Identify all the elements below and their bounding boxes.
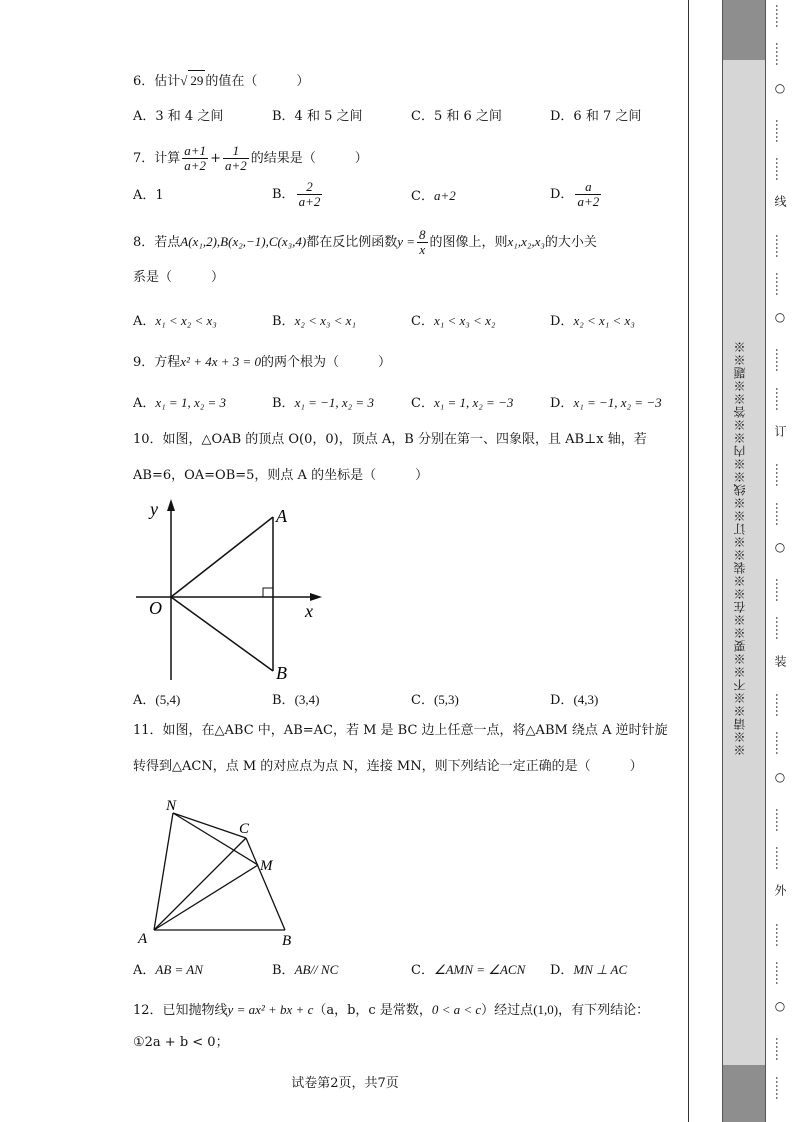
q10-label-x: x <box>305 601 313 621</box>
q12-text-b: （a，b，c 是常数， <box>313 1003 432 1018</box>
q10-optd-expr: (4,3) <box>573 692 599 707</box>
q8-func-den: x <box>419 242 426 257</box>
q8-opta-label: A． <box>133 314 156 329</box>
q9-option-c[interactable] <box>411 393 513 414</box>
q11-segment-nc <box>173 813 246 838</box>
q8-func-lhs: y = <box>397 234 416 249</box>
q11-option-d[interactable] <box>550 960 627 981</box>
question-10-line1: 10．如图，△OAB 的顶点 O(0，0)，顶点 A，B 分别在第一、四象限，且 AB⊥x 轴，若 <box>133 432 647 447</box>
q11-label-n: N <box>166 798 177 814</box>
q7-fraction-2 <box>223 144 249 173</box>
question-9-stem <box>133 352 391 373</box>
binding-mark: ○ <box>773 80 787 95</box>
binding-mark: …… <box>773 1075 787 1100</box>
q8-optc-expr: x₁ < x₃ < x₂ <box>433 313 496 328</box>
question-10-line2: AB=6，OA=OB=5，则点 A 的坐标是（ ） <box>133 468 429 483</box>
q10-label-a: A <box>276 506 287 526</box>
q8-text-c: 的图像上，则 <box>429 235 508 250</box>
margin-divider <box>688 0 689 1122</box>
question-12-stem <box>133 1000 649 1021</box>
page-footer: 试卷第2页，共7页 <box>291 1076 399 1091</box>
q10-label-o: O <box>149 598 162 618</box>
q9-optd-expr: x₁ = −1, x₂ = −3 <box>573 395 662 410</box>
q10-label-b: B <box>276 663 287 683</box>
q9-option-b[interactable] <box>272 393 374 414</box>
binding-mark: …… <box>773 348 787 373</box>
q12-item-1: ①2a + b < 0； <box>133 1035 229 1050</box>
binding-mark: ○ <box>773 539 787 554</box>
q7-optc-expr: a+2 <box>433 188 456 203</box>
q7-plus: + <box>210 151 221 166</box>
binding-mark: …… <box>773 42 787 67</box>
q11-segment-am <box>154 865 258 930</box>
binding-mark: …… <box>773 616 787 641</box>
binding-strip-top-block <box>722 0 766 60</box>
q11-optc-label: C． <box>411 963 434 978</box>
q8-optd-label: D． <box>550 314 574 329</box>
q12-point: (1,0) <box>533 1002 559 1017</box>
q10-segment-ob <box>171 597 273 671</box>
q10-option-b[interactable] <box>272 690 319 711</box>
q6-option-d[interactable]: D．6 和 7 之间 <box>550 109 642 124</box>
q10-x-arrow-icon <box>310 593 322 601</box>
q9-optc-expr: x₁ = 1, x₂ = −3 <box>433 395 514 410</box>
binding-strip-bottom-block <box>722 1065 766 1122</box>
q7-text-a: 7．计算 <box>133 151 181 166</box>
q8-func-fraction <box>417 228 428 257</box>
binding-mark: …… <box>773 578 787 603</box>
q8-opta-expr: x₁ < x₂ < x₃ <box>155 313 217 328</box>
q11-label-a: A <box>138 931 148 947</box>
q7-optb-label: B． <box>272 187 295 202</box>
q8-option-a[interactable] <box>133 311 217 332</box>
q6-option-a[interactable]: A．3 和 4 之间 <box>133 109 224 124</box>
binding-mark: …… <box>773 1037 787 1062</box>
q10-opta-label: A． <box>133 693 156 708</box>
q10-option-a[interactable] <box>133 690 180 711</box>
q7-frac1-den: a+2 <box>184 158 207 173</box>
q10-y-arrow-icon <box>167 499 175 511</box>
q9-optd-label: D． <box>550 396 574 411</box>
binding-mark: 线 <box>773 195 787 208</box>
q11-optc-expr: ∠AMN = ∠ACN <box>433 962 526 977</box>
q7-optd-den: a+2 <box>577 194 600 209</box>
q10-optb-label: B． <box>272 693 295 708</box>
q11-label-c: C <box>239 821 250 837</box>
q8-points: A(x₁,2),B(x₂,−1),C(x₃,4) <box>180 234 307 249</box>
q7-optd-num: a <box>575 180 601 195</box>
q12-parabola: y = ax² + bx + c <box>227 1002 314 1017</box>
q10-optc-expr: (5,3) <box>433 692 459 707</box>
q10-label-y: y <box>150 499 158 519</box>
q11-opta-label: A． <box>133 963 156 978</box>
q11-optd-expr: MN ⊥ AC <box>573 962 628 977</box>
q7-option-b[interactable] <box>272 180 324 209</box>
q8-func-num: 8 <box>419 227 426 242</box>
q7-frac1-num: a+1 <box>184 143 207 158</box>
binding-mark: ○ <box>773 769 787 784</box>
q11-optd-label: D． <box>550 963 574 978</box>
question-7-stem <box>133 144 368 173</box>
question-6-stem: 6．估计√ 29 的值在（ ） <box>133 70 309 92</box>
q11-figure <box>130 795 310 950</box>
binding-mark: …… <box>773 386 787 411</box>
q11-option-c[interactable] <box>411 960 525 981</box>
q11-segment-an <box>154 813 173 930</box>
q10-figure <box>130 495 330 685</box>
q11-segment-ac <box>154 838 246 930</box>
q8-text-d: 的大小关 <box>544 235 597 250</box>
q6-text-a: 6．估计 <box>133 74 181 89</box>
question-11-line1: 11．如图，在△ABC 中，AB=AC，若 M 是 BC 边上任意一点，将△ABM 绕点 A 逆时针旋 <box>133 723 668 738</box>
q9-optb-label: B． <box>272 396 295 411</box>
binding-mark: …… <box>773 731 787 756</box>
binding-mark: 装 <box>773 654 787 667</box>
binding-mark: …… <box>773 118 787 143</box>
q6-text-b: 的值在（ ） <box>205 74 310 89</box>
q11-label-m: M <box>260 858 273 874</box>
q10-option-d[interactable] <box>550 690 598 711</box>
binding-mark: …… <box>773 157 787 182</box>
q9-option-a[interactable] <box>133 393 226 414</box>
q8-optb-expr: x₂ < x₃ < x₁ <box>294 313 356 328</box>
q7-option-d[interactable] <box>550 180 603 209</box>
binding-mark: …… <box>773 692 787 717</box>
q8-optd-expr: x₂ < x₁ < x₃ <box>573 313 635 328</box>
q7-optd-label: D． <box>550 187 574 202</box>
q7-option-a[interactable]: A．1 <box>133 188 164 203</box>
q7-optc-label: C． <box>411 189 434 204</box>
q7-optb-fraction <box>297 180 323 209</box>
q6-radicand: 29 <box>188 70 205 91</box>
binding-mark: …… <box>773 463 787 488</box>
question-8-line2: 系是（ ） <box>133 270 225 285</box>
q8-option-c[interactable] <box>411 311 495 332</box>
q8-option-d[interactable] <box>550 311 635 332</box>
q7-option-c[interactable] <box>411 186 456 207</box>
q11-optb-expr: AB// NC <box>294 962 339 977</box>
q9-text-b: 的两个根为（ ） <box>261 355 392 370</box>
q8-vars: x₁,x₂,x₃ <box>507 234 545 249</box>
binding-mark: 订 <box>773 425 787 438</box>
q10-right-angle-mark <box>263 588 273 597</box>
question-11-line2: 转得到△ACN，点 M 的对应点为点 N，连接 MN，则下列结论一定正确的是（ ） <box>133 759 643 774</box>
q10-segment-oa <box>171 517 273 597</box>
q9-opta-expr: x₁ = 1, x₂ = 3 <box>155 395 227 410</box>
q9-optc-label: C． <box>411 396 434 411</box>
binding-mark: …… <box>773 922 787 947</box>
q7-optd-fraction <box>575 180 601 209</box>
q8-option-b[interactable] <box>272 311 356 332</box>
binding-mark: …… <box>773 233 787 258</box>
binding-mark: …… <box>773 846 787 871</box>
q10-optd-label: D． <box>550 693 574 708</box>
binding-mark: …… <box>773 960 787 985</box>
binding-line-marks <box>770 0 794 1122</box>
binding-mark: …… <box>773 807 787 832</box>
binding-mark: ○ <box>773 310 787 325</box>
binding-strip-warning-text: ※※请※※不※※要※※在※※装※※订※※线※※内※※答※※题※※ <box>733 340 747 756</box>
q9-text-a: 9．方程 <box>133 355 181 370</box>
binding-mark: ○ <box>773 999 787 1014</box>
q10-option-c[interactable] <box>411 690 459 711</box>
q11-option-b[interactable] <box>272 960 338 981</box>
q6-option-c[interactable]: C．5 和 6 之间 <box>411 109 502 124</box>
q9-opta-label: A． <box>133 396 156 411</box>
question-8-stem <box>133 228 597 257</box>
q12-text-c: ）经过点 <box>481 1003 534 1018</box>
q7-text-b: 的结果是（ ） <box>250 151 368 166</box>
q9-equation: x² + 4x + 3 = 0 <box>180 354 262 369</box>
q7-optb-den: a+2 <box>298 194 321 209</box>
q12-condition: 0 < a < c <box>431 1002 482 1017</box>
q11-optb-label: B． <box>272 963 295 978</box>
q11-segment-cb <box>246 838 285 930</box>
q7-frac2-num: 1 <box>223 144 249 159</box>
q10-optc-label: C． <box>411 693 434 708</box>
q6-option-b[interactable]: B．4 和 5 之间 <box>272 109 363 124</box>
binding-mark: …… <box>773 271 787 296</box>
q9-option-d[interactable] <box>550 393 662 414</box>
q11-option-a[interactable] <box>133 960 203 981</box>
q8-text-b: 都在反比例函数 <box>306 235 398 250</box>
q9-optb-expr: x₁ = −1, x₂ = 3 <box>294 395 374 410</box>
binding-mark: …… <box>773 4 787 28</box>
q10-opta-expr: (5,4) <box>155 692 181 707</box>
binding-mark: …… <box>773 501 787 526</box>
q7-frac2-den: a+2 <box>224 158 247 173</box>
q11-opta-expr: AB = AN <box>155 962 203 977</box>
q7-optb-num: 2 <box>297 180 323 195</box>
q8-optc-label: C． <box>411 314 434 329</box>
binding-mark: 外 <box>773 884 787 897</box>
q12-text-a: 12．已知抛物线 <box>133 1003 228 1018</box>
q12-text-d: ，有下列结论： <box>558 1003 650 1018</box>
q8-text-a: 8．若点 <box>133 235 181 250</box>
q10-optb-expr: (3,4) <box>294 692 320 707</box>
q11-label-b: B <box>282 933 292 949</box>
q8-optb-label: B． <box>272 314 295 329</box>
q7-fraction-1 <box>182 144 208 173</box>
